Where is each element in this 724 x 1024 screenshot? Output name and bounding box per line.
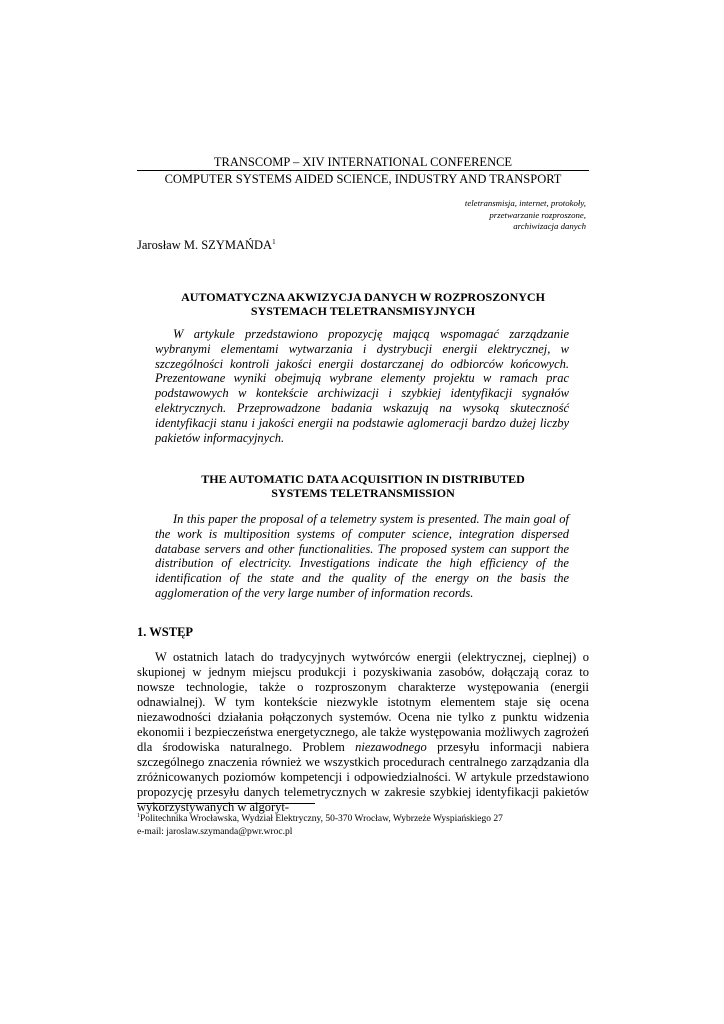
title-english-line: SYSTEMS TELETRANSMISSION	[271, 486, 455, 500]
body-paragraph	[137, 650, 589, 815]
title-english	[137, 472, 589, 500]
keyword-line: archiwizacja danych	[513, 221, 586, 231]
abstract-polish	[155, 327, 569, 445]
body-text-part1: W ostatnich latach do tradycyjnych wytwórców energii (elektrycznej, cieplnej) o skupionej w jednym miejscu produkcji i pozyskiwania zasobów, dołączają coraz to nowsze technologie, także o rozproszonym charakterze występowania (energii odnawialnej). W tym kontekście niezwykle istotnym elementem staje się ocena niezawodności działania połączonych systemów. Ocena nie tylko z punktu widzenia ekonomii i bezpieczeństwa energetycznego, ale także występowania możliwych zagrożeń dla środowiska naturalnego. Problem	[137, 650, 589, 754]
abstract-english-text: In this paper the proposal of a telemetry system is presented. The main goal of the work is multiposition systems of computer science, integration dispersed database servers and other functionalities. The proposed system can support the distribution of electricity. Investigations indicate the high efficiency of the identification of the state and the quality of the energy on the basis the agglomeration of the very large number of information records.	[155, 512, 569, 600]
keywords	[465, 198, 586, 233]
author-footnote-mark: 1	[272, 238, 276, 246]
section-heading: 1. WSTĘP	[137, 625, 194, 639]
footnote-affiliation-line	[137, 810, 503, 826]
title-polish-line: AUTOMATYCZNA AKWIZYCJA DANYCH W ROZPROSZONYCH	[181, 290, 545, 304]
footnote-email: e-mail: jaroslaw.szymanda@pwr.wroc.pl	[137, 826, 293, 837]
title-polish-line: SYSTEMACH TELETRANSMISYJNYCH	[250, 304, 476, 318]
title-polish	[137, 290, 589, 318]
footnote	[137, 810, 503, 838]
body-text-emphasis: niezawodnego	[355, 740, 427, 754]
keyword-line: teletransmisja, internet, protokoły,	[464, 198, 586, 208]
title-english-line: THE AUTOMATIC DATA ACQUISITION IN DISTRIBUTED	[201, 472, 525, 486]
header-rule	[137, 170, 589, 171]
footnote-rule	[137, 803, 315, 804]
keyword-line: przetwarzanie rozproszone,	[489, 209, 586, 220]
abstract-english	[155, 512, 569, 601]
footnote-affiliation: Politechnika Wrocławska, Wydział Elektryczny, 50-370 Wrocław, Wybrzeże Wyspiańskiego 27	[140, 814, 503, 825]
author-name: Jarosław M. SZYMAŃDA	[137, 238, 273, 253]
author	[137, 235, 276, 253]
conference-header-line2: COMPUTER SYSTEMS AIDED SCIENCE, INDUSTRY AND TRANSPORT	[164, 172, 562, 186]
footnote-mark: 1	[137, 813, 140, 819]
body-text-part2: przesyłu informacji nabiera szczególnego znaczenia również we wszystkich procedurach centralnego zarządzania dla zróżnicowanych poziomów kompetencji i odpowiedzialności. W artykule przedstawiono propozycję przesyłu danych telemetrycznych w zakresie szybkiej identyfikacji pakietów wykorzystywanych w algoryt-	[137, 740, 589, 814]
abstract-polish-text: W artykule przedstawiono propozycję mającą wspomagać zarządzanie wybranymi elementami wytwarzania i dystrybucji energii elektrycznej, w szczególności kontroli jakości energii dostarczanej do odbiorców końcowych. Prezentowane wyniki obejmują wybrane elementy projektu w ramach prac podstawowych w kontekście archiwizacji i szybkiej identyfikacji sygnałów elektrycznych. Przeprowadzone badania wskazują na wysoką skuteczność identyfikacji stanu i jakości energii na podstawie aglomeracji bardzo dużej liczby pakietów informacyjnych.	[155, 327, 569, 445]
conference-header-line1: TRANSCOMP – XIV INTERNATIONAL CONFERENCE	[213, 155, 513, 169]
